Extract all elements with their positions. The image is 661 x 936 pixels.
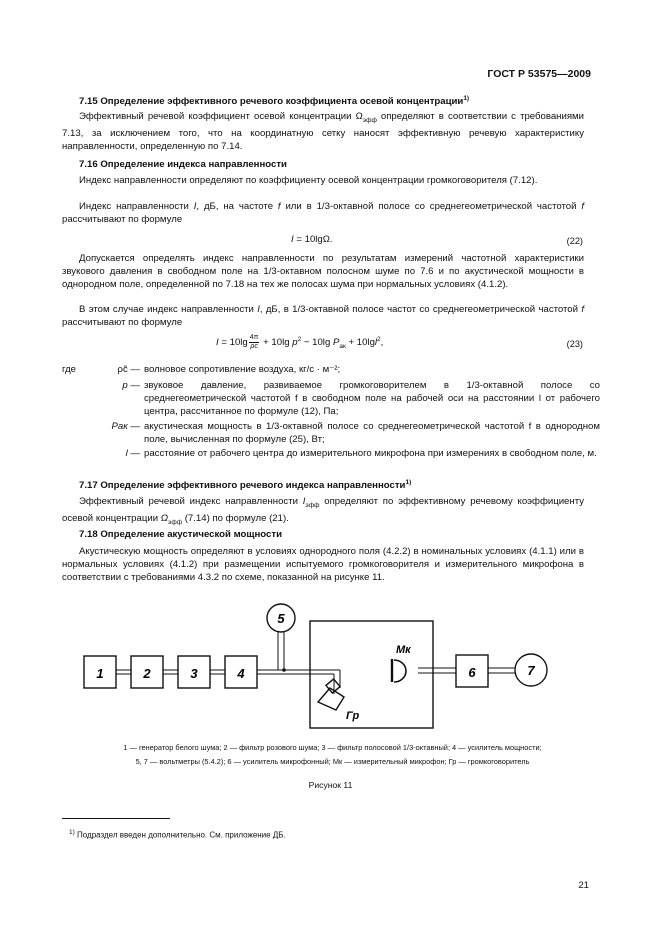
page-number: 21 — [578, 880, 589, 891]
block-2-label: 2 — [143, 666, 151, 681]
section-7-15-heading: 7.15 Определение эффективного речевого коэффициента осевой концентрации$^{1)}$ — [79, 95, 470, 108]
block-4-label: 4 — [237, 666, 245, 681]
block-1-label: 1 — [96, 666, 104, 681]
voltmeter-7-label: 7 — [527, 663, 535, 678]
section-7-18-heading: 7.18 Определение акустической мощности — [79, 529, 282, 540]
fraction-4pi-over-rho-c: $\frac{4\pi}{\rho c}$ — [249, 334, 259, 350]
section-7-18-paragraph: Акустическую мощность определяют в условиях однородного поля (4.2.2) в номинальных условиях (4.1.1) или в нормальных условиях (4.1.2) при размещении испытуемого громкоговорителя и измерительного микрофона в соответствии с требованиями 4.3.2 по схеме, показанной на рисунке 11. — [62, 546, 584, 583]
microphone-label: Мк — [396, 644, 411, 656]
section-7-17-heading: 7.17 Определение эффективного речевого индекса направленности$^{1)}$ — [79, 479, 412, 492]
section-7-16-paragraph-2: Индекс направленности I, дБ, на частоте f или в 1/3-октавной полосе со среднегеометрической частотой f рассчитывают по формуле — [62, 201, 584, 225]
section-7-16-paragraph-3: Допускается определять индекс направленности по результатам измерений частотной характеристики звукового давления в свободном поле на 1/3-октавном полосном шуме по 7.6 и по акустической мощности в однородном поле, определенной по 7.18 на тех же полосах шума при нормальных условиях (4.1.2). — [62, 253, 584, 290]
voltmeter-5-label: 5 — [277, 611, 285, 626]
section-7-16-paragraph-1: Индекс направленности определяют по коэффициенту осевой концентрации громкоговорителя (7.12). — [79, 175, 538, 186]
block-3-label: 3 — [190, 666, 198, 681]
junction-dot — [282, 668, 286, 672]
equation-23-number: (23) — [566, 339, 583, 349]
section-7-17-paragraph: Эффективный речевой индекс направленности $I_{эфф}$ определяют по эффективному речевому коэффициенту осевой концентрации $\Omega_{эфф}$ (7.14) по формуле (21). — [62, 496, 584, 526]
section-7-16-paragraph-4: В этом случае индекс направленности I, дБ, в 1/3-октавной полосе частот со среднегеометрической частотой f рассчитывают по формуле — [62, 304, 584, 328]
equation-23: I = 10lg $\frac{4\pi}{\rho c}$ + 10lg $p^2 - 10\lg$ $P_{ак} + 10\lg l^2$, — [216, 334, 384, 350]
figure-title: Рисунок 11 — [308, 780, 353, 790]
microphone-icon — [392, 659, 406, 682]
equation-22: I = 10lgΩ. — [291, 234, 333, 245]
signal-lines-chain — [116, 632, 515, 694]
block-6-label: 6 — [468, 665, 476, 680]
measurement-scheme-diagram — [0, 590, 661, 740]
footnote: $^{1)}$ Подраздел введен дополнительно. См. приложение ДБ. — [69, 829, 286, 840]
standard-header: ГОСТ Р 53575—2009 — [487, 68, 591, 80]
footnote-rule — [62, 818, 170, 819]
where-label: где — [62, 364, 77, 375]
figure-legend-line-1: 1 — генератор белого шума; 2 — фильтр розового шума; 3 — фильтр полосовой 1/3-октавный; 4 — усилитель мощности; — [123, 743, 542, 752]
variable-definitions: где ρc̃ — волновое сопротивление воздуха, кг/с · м⁻²; p — звуковое давление, развиваемое громкоговорителем в 1/3-октавной полосе со среднегеометрической частотой f в свободном поле на рабочей оси на расстоянии l от рабочего центра, рассчитанное по формуле (12), Па; Pак — акустическая мощность в 1/3-октавной полосе со среднегеометрической частотой f в однородном поле, вычисленная по формуле (25), Вт; l — расстояние от рабочего центра до измерительного микрофона при измерениях в свободном поле, м. — [62, 364, 600, 459]
section-7-16-heading: 7.16 Определение индекса направленности — [79, 159, 287, 170]
figure-legend-line-2: 5, 7 — вольтметры (5.4.2); 6 — усилитель микрофонный; Мк — измерительный микрофон; Гр — громкоговоритель — [135, 757, 530, 766]
figure-legend — [40, 741, 625, 769]
equation-22-number: (22) — [566, 236, 583, 246]
section-7-15-paragraph: Эффективный речевой коэффициент осевой концентрации $\Omega_{эфф}$ определяют в соответствии с требованиями 7.13, за исключением того, что на координатную сетку наносят эффективную речевую характеристику направленности, определенную по 7.14. — [62, 111, 584, 152]
loudspeaker-label: Гр — [346, 710, 360, 722]
